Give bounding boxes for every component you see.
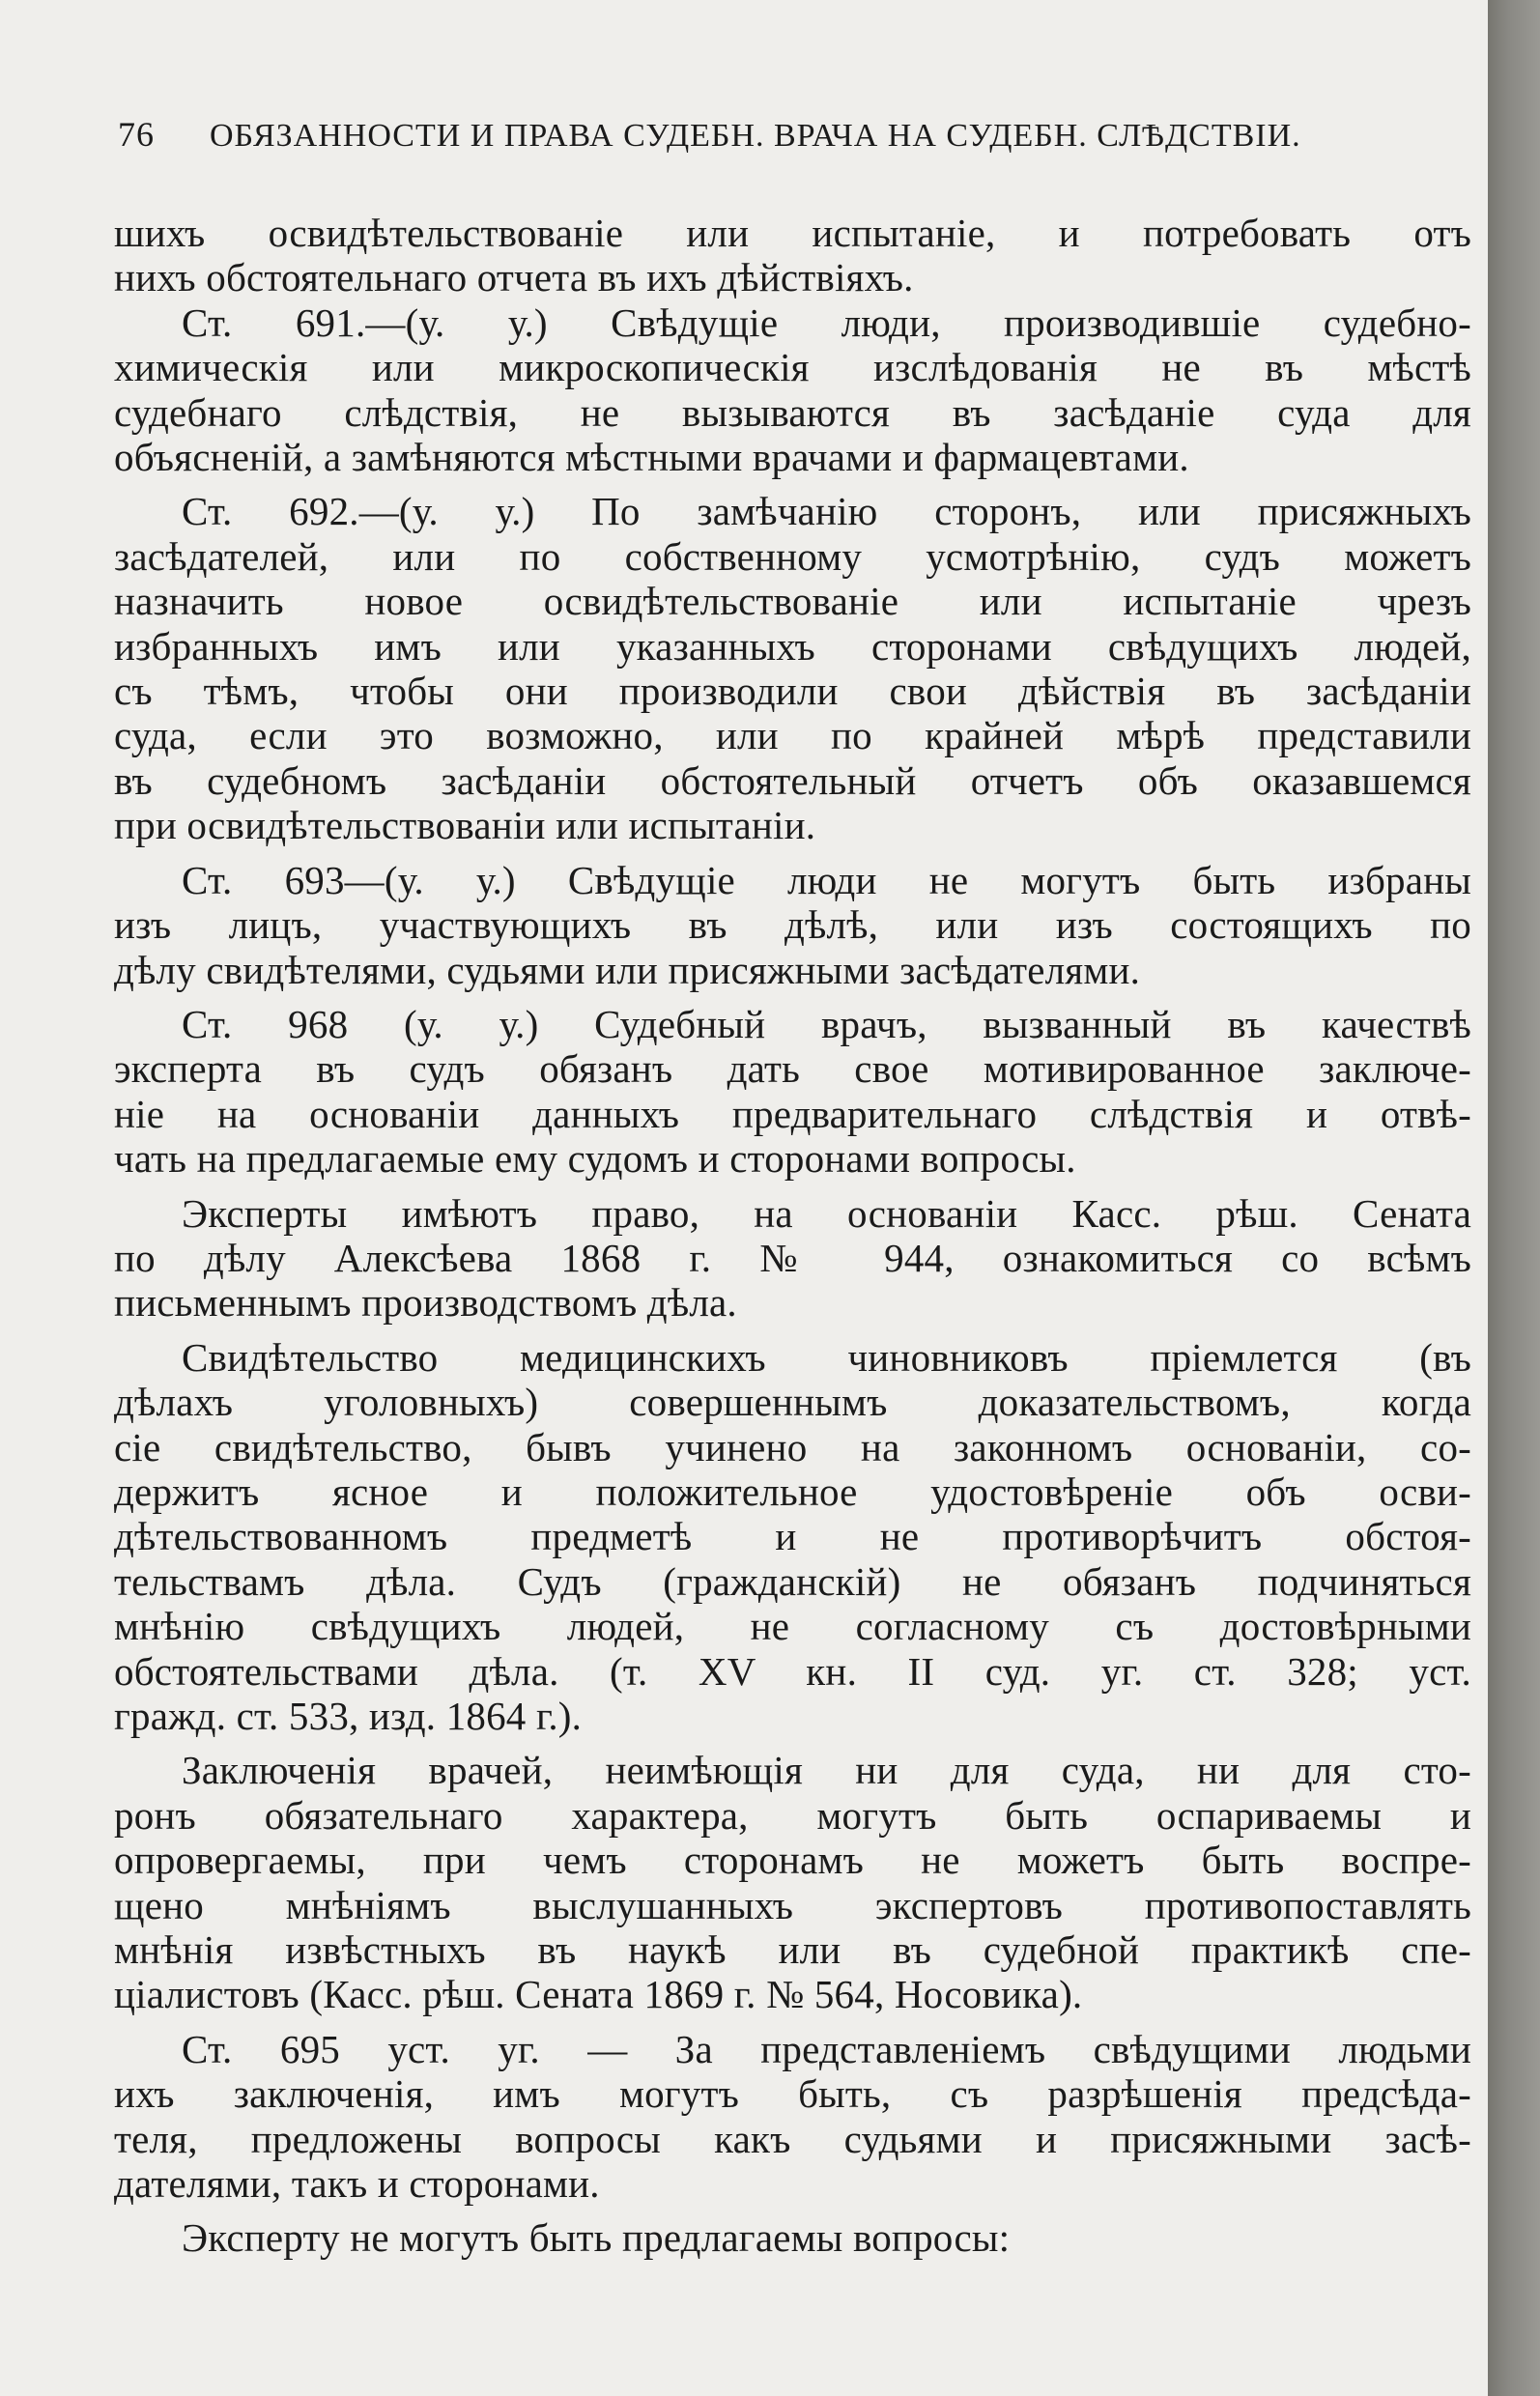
text-line: назначить новое освидѣтельствованіе или испытаніе чрезъ bbox=[114, 579, 1471, 624]
text-line: ихъ заключенія, имъ могутъ быть, съ разрѣшенія предсѣда- bbox=[114, 2071, 1471, 2117]
text-line: нихъ обстоятельнаго отчета въ ихъ дѣйствіяхъ. bbox=[114, 255, 914, 300]
text-line: Эксперту не могутъ быть предлагаемы вопросы: bbox=[182, 2215, 1011, 2261]
text-line: Заключенія врачей, неимѣющія ни для суда, ни для сто- bbox=[182, 1748, 1471, 1793]
text-line: суда, если это возможно, или по крайней мѣрѣ представили bbox=[114, 713, 1471, 758]
text-line: мнѣнію свѣдущихъ людей, не согласному съ достовѣрными bbox=[114, 1604, 1471, 1649]
text-line: Свидѣтельство медицинскихъ чиновниковъ пріемлется (въ bbox=[182, 1334, 1471, 1380]
text-line: опровергаемы, при чемъ сторонамъ не можетъ быть воспре- bbox=[114, 1838, 1471, 1883]
paragraph bbox=[114, 300, 1471, 480]
text-line: ніе на основаніи данныхъ предварительнаго слѣдствія и отвѣ- bbox=[114, 1091, 1471, 1136]
text-line: въ судебномъ засѣданіи обстоятельный отчетъ объ оказавшемся bbox=[114, 757, 1471, 803]
paragraph bbox=[114, 211, 1471, 300]
text-line: щено мнѣніямъ выслушанныхъ экспертовъ противопоставлять bbox=[114, 1882, 1471, 1927]
text-line: засѣдателей, или по собственному усмотрѣнію, судъ можетъ bbox=[114, 533, 1471, 579]
text-line: ціалистовъ (Касс. рѣш. Сената 1869 г. № 564, Носовика). bbox=[114, 1972, 1083, 2017]
paragraph bbox=[114, 489, 1471, 847]
text-line: судебнаго слѣдствія, не вызываются въ засѣданіе суда для bbox=[114, 389, 1471, 435]
paragraph bbox=[114, 1748, 1471, 2016]
text-line: дѣлахъ уголовныхъ) совершеннымъ доказательствомъ, когда bbox=[114, 1380, 1471, 1425]
text-line: письменнымъ производствомъ дѣла. bbox=[114, 1280, 737, 1326]
paragraph bbox=[114, 858, 1471, 992]
text-line: объясненій, а замѣняются мѣстными врачами и фармацевтами. bbox=[114, 435, 1189, 480]
text-line: изъ лицъ, участвующихъ въ дѣлѣ, или изъ состоящихъ по bbox=[114, 902, 1471, 948]
paragraph bbox=[114, 1191, 1471, 1326]
book-page-edge bbox=[1488, 0, 1540, 2396]
text-line: держитъ ясное и положительное удостовѣреніе объ осви- bbox=[114, 1469, 1471, 1514]
running-head bbox=[118, 114, 1412, 155]
text-line: избранныхъ имъ или указанныхъ сторонами свѣдущихъ людей, bbox=[114, 623, 1471, 669]
text-line: химическія или микроскопическія изслѣдованія не въ мѣстѣ bbox=[114, 345, 1471, 390]
text-line: ронъ обязательнаго характера, могутъ быть оспариваемы и bbox=[114, 1792, 1471, 1838]
page-number: 76 bbox=[118, 115, 155, 154]
paragraph bbox=[114, 1002, 1471, 1182]
text-line: дѣлу свидѣтелями, судьями или присяжными засѣдателями. bbox=[114, 947, 1141, 992]
text-line: Эксперты имѣютъ право, на основаніи Касс. рѣш. Сената bbox=[182, 1190, 1471, 1236]
text-line: эксперта въ судъ обязанъ дать свое мотивированное заключе- bbox=[114, 1046, 1471, 1092]
text-line: Ст. 692.—(у. у.) По замѣчанію сторонъ, или присяжныхъ bbox=[182, 489, 1471, 534]
running-title: ОБЯЗАННОСТИ И ПРАВА СУДЕБН. ВРАЧА НА СУДЕБН. СЛѢДСТВІИ. bbox=[210, 118, 1301, 154]
text-line: теля, предложены вопросы какъ судьями и присяжными засѣ- bbox=[114, 2116, 1471, 2161]
text-line: гражд. ст. 533, изд. 1864 г.). bbox=[114, 1694, 583, 1738]
text-line: съ тѣмъ, чтобы они производили свои дѣйствія въ засѣданіи bbox=[114, 669, 1471, 714]
text-line: по дѣлу Алексѣева 1868 г. № 944, ознакомиться со всѣмъ bbox=[114, 1235, 1471, 1280]
body-text bbox=[114, 211, 1471, 2261]
text-line: Ст. 695 уст. уг. — За представленіемъ свѣдущими людьми bbox=[182, 2026, 1471, 2071]
text-line: сіе свидѣтельство, бывъ учинено на законномъ основаніи, со- bbox=[114, 1424, 1471, 1469]
text-line: Ст. 693—(у. у.) Свѣдущіе люди не могутъ быть избраны bbox=[182, 857, 1471, 902]
text-line: дателями, такъ и сторонами. bbox=[114, 2161, 600, 2207]
text-line: чать на предлагаемые ему судомъ и сторонами вопросы. bbox=[114, 1136, 1076, 1182]
text-line: Ст. 691.—(у. у.) Свѣдущіе люди, производившіе судебно- bbox=[182, 300, 1471, 345]
text-line: обстоятельствами дѣла. (т. XV кн. II суд. уг. ст. 328; уст. bbox=[114, 1648, 1471, 1694]
text-line: дѣтельствованномъ предметѣ и не противорѣчитъ обстоя- bbox=[114, 1514, 1471, 1559]
text-line: Ст. 968 (у. у.) Судебный врачъ, вызванный въ качествѣ bbox=[182, 1001, 1471, 1046]
text-line: мнѣнія извѣстныхъ въ наукѣ или въ судебной практикѣ спе- bbox=[114, 1927, 1471, 1973]
text-line: тельствамъ дѣла. Судъ (гражданскій) не обязанъ подчиняться bbox=[114, 1558, 1471, 1604]
paragraph bbox=[114, 2215, 1471, 2260]
text-line: шихъ освидѣтельствованіе или испытаніе, и потребовать отъ bbox=[114, 211, 1471, 255]
text-line: при освидѣтельствованіи или испытаніи. bbox=[114, 803, 816, 848]
paragraph bbox=[114, 1335, 1471, 1739]
paragraph bbox=[114, 2027, 1471, 2207]
